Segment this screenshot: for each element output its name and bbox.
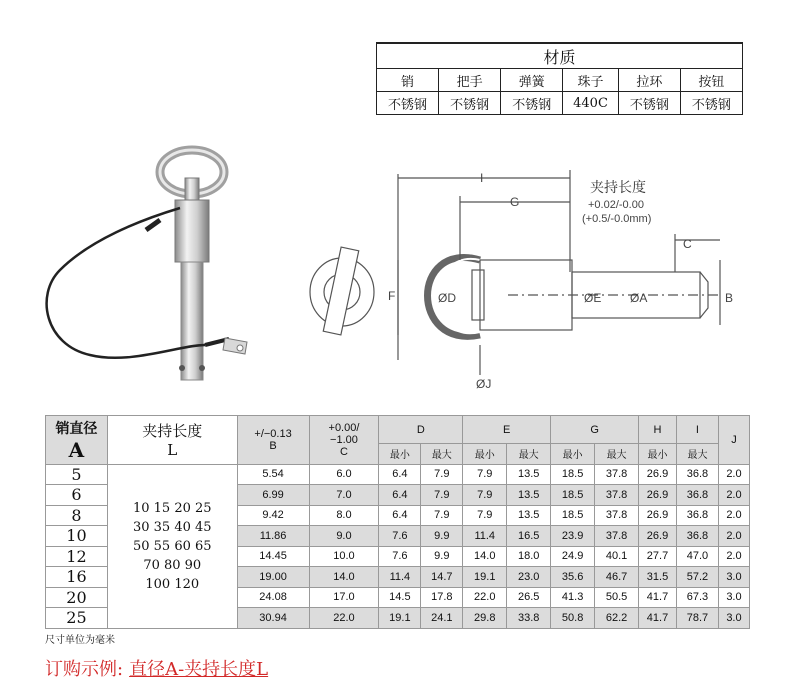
header-e: E <box>463 416 551 444</box>
cell-h: 26.9 <box>639 485 677 506</box>
dim-a: ØA <box>630 291 648 305</box>
product-photo <box>30 140 300 400</box>
grip-tol-mm: (+0.5/-0.0mm) <box>582 213 652 225</box>
cell-b: 5.54 <box>237 464 309 485</box>
pin-shaft <box>181 262 203 380</box>
cell-gmin: 18.5 <box>551 464 595 485</box>
cell-emin: 11.4 <box>463 526 507 547</box>
material-value: 不锈钢 <box>618 92 680 115</box>
cell-dmax: 9.9 <box>421 526 463 547</box>
cell-dmin: 14.5 <box>379 587 421 608</box>
cell-j: 2.0 <box>718 526 749 547</box>
header-d: D <box>379 416 463 444</box>
header-h-min: 最小 <box>639 444 677 465</box>
pin-diameter-cell: 8 <box>46 505 108 526</box>
cell-dmax: 14.7 <box>421 567 463 588</box>
dim-j: ØJ <box>476 377 492 391</box>
cell-i: 36.8 <box>676 464 718 485</box>
dim-c: C <box>683 237 692 251</box>
material-part: 把手 <box>439 69 501 92</box>
cell-b: 11.86 <box>237 526 309 547</box>
cell-c: 7.0 <box>309 485 379 506</box>
cell-emin: 7.9 <box>463 485 507 506</box>
spec-table <box>45 415 750 629</box>
pin-diameter-cell: 5 <box>46 464 108 485</box>
material-table <box>376 42 743 115</box>
cell-dmin: 6.4 <box>379 485 421 506</box>
cell-gmax: 37.8 <box>595 485 639 506</box>
material-value: 440C <box>563 92 619 115</box>
handle-body <box>175 200 209 262</box>
cell-emax: 13.5 <box>507 464 551 485</box>
cell-h: 27.7 <box>639 546 677 567</box>
cell-i: 57.2 <box>676 567 718 588</box>
dim-f: F <box>388 289 396 303</box>
cell-c: 8.0 <box>309 505 379 526</box>
technical-drawing <box>300 160 760 400</box>
header-g-max: 最大 <box>595 444 639 465</box>
cell-b: 30.94 <box>237 608 309 629</box>
order-format: 直径A-夹持长度L <box>129 659 269 680</box>
cell-emax: 23.0 <box>507 567 551 588</box>
header-d-min: 最小 <box>379 444 421 465</box>
cell-j: 2.0 <box>718 546 749 567</box>
header-j: J <box>718 416 749 465</box>
cell-emax: 16.5 <box>507 526 551 547</box>
grip-length-line: 30 35 40 45 <box>132 519 212 535</box>
cell-gmax: 50.5 <box>595 587 639 608</box>
header-g-min: 最小 <box>551 444 595 465</box>
cell-dmin: 7.6 <box>379 546 421 567</box>
cell-dmax: 7.9 <box>421 505 463 526</box>
cell-gmax: 62.2 <box>595 608 639 629</box>
cell-c: 9.0 <box>309 526 379 547</box>
cell-gmin: 24.9 <box>551 546 595 567</box>
header-e-min: 最小 <box>463 444 507 465</box>
cell-b: 19.00 <box>237 567 309 588</box>
cell-emax: 13.5 <box>507 485 551 506</box>
cell-emax: 18.0 <box>507 546 551 567</box>
cell-h: 31.5 <box>639 567 677 588</box>
cell-c: 17.0 <box>309 587 379 608</box>
material-part: 销 <box>377 69 439 92</box>
unit-note: 尺寸单位为毫米 <box>45 635 115 646</box>
header-g: G <box>551 416 639 444</box>
cell-b: 14.45 <box>237 546 309 567</box>
cell-emin: 22.0 <box>463 587 507 608</box>
cell-gmin: 23.9 <box>551 526 595 547</box>
material-value: 不锈钢 <box>377 92 439 115</box>
dim-e: ØE <box>584 291 602 305</box>
cell-j: 2.0 <box>718 464 749 485</box>
push-button <box>185 178 199 200</box>
cell-gmax: 37.8 <box>595 526 639 547</box>
cell-gmin: 50.8 <box>551 608 595 629</box>
cell-h: 41.7 <box>639 587 677 608</box>
dim-i: I <box>480 171 484 185</box>
cell-b: 9.42 <box>237 505 309 526</box>
cell-i: 36.8 <box>676 485 718 506</box>
pin-diameter-cell: 12 <box>46 546 108 567</box>
cell-gmax: 46.7 <box>595 567 639 588</box>
cell-gmax: 37.8 <box>595 464 639 485</box>
cell-h: 26.9 <box>639 505 677 526</box>
cell-emax: 33.8 <box>507 608 551 629</box>
header-c: +0.00/ −1.00 C <box>309 416 379 465</box>
header-h: H <box>639 416 677 444</box>
cell-h: 26.9 <box>639 526 677 547</box>
cell-emax: 26.5 <box>507 587 551 608</box>
table-row <box>46 464 750 485</box>
cell-j: 3.0 <box>718 567 749 588</box>
cell-h: 26.9 <box>639 464 677 485</box>
grip-length-line: 10 15 20 25 <box>132 500 212 516</box>
cell-dmax: 17.8 <box>421 587 463 608</box>
order-label: 订购示例: <box>45 659 124 680</box>
cell-i: 78.7 <box>676 608 718 629</box>
cell-emin: 7.9 <box>463 464 507 485</box>
cell-dmax: 9.9 <box>421 546 463 567</box>
pin-diameter-cell: 25 <box>46 608 108 629</box>
cell-dmin: 11.4 <box>379 567 421 588</box>
pin-diameter-cell: 16 <box>46 567 108 588</box>
cell-gmin: 41.3 <box>551 587 595 608</box>
material-title: 材质 <box>377 43 743 69</box>
cell-dmin: 6.4 <box>379 505 421 526</box>
header-i-max: 最大 <box>676 444 718 465</box>
dim-b: B <box>725 291 734 305</box>
pin-diameter-cell: 6 <box>46 485 108 506</box>
cell-dmin: 6.4 <box>379 464 421 485</box>
cell-b: 24.08 <box>237 587 309 608</box>
grip-length-line: 100 120 <box>145 576 200 592</box>
grip-length-line: 70 80 90 <box>143 557 202 573</box>
cell-c: 22.0 <box>309 608 379 629</box>
material-part: 弹簧 <box>501 69 563 92</box>
cell-i: 67.3 <box>676 587 718 608</box>
header-pin-dia: 销直径 A <box>46 416 108 465</box>
cell-j: 3.0 <box>718 587 749 608</box>
material-value: 不锈钢 <box>501 92 563 115</box>
cell-emin: 29.8 <box>463 608 507 629</box>
lanyard-tab <box>223 338 247 354</box>
cell-i: 36.8 <box>676 505 718 526</box>
header-d-max: 最大 <box>421 444 463 465</box>
cell-gmin: 18.5 <box>551 505 595 526</box>
cell-c: 14.0 <box>309 567 379 588</box>
cell-dmax: 7.9 <box>421 485 463 506</box>
cell-j: 3.0 <box>718 608 749 629</box>
cell-emin: 7.9 <box>463 505 507 526</box>
cell-gmax: 37.8 <box>595 505 639 526</box>
grip-lengths-cell <box>107 464 237 628</box>
cell-emin: 19.1 <box>463 567 507 588</box>
grip-title: 夹持长度 <box>590 179 646 195</box>
cell-gmax: 40.1 <box>595 546 639 567</box>
header-i: I <box>676 416 718 444</box>
cell-emax: 13.5 <box>507 505 551 526</box>
cell-gmin: 35.6 <box>551 567 595 588</box>
header-b: +/−0.13 B <box>237 416 309 465</box>
cell-j: 2.0 <box>718 485 749 506</box>
order-example <box>45 655 268 681</box>
cell-dmin: 19.1 <box>379 608 421 629</box>
cell-dmax: 7.9 <box>421 464 463 485</box>
cell-i: 47.0 <box>676 546 718 567</box>
header-e-max: 最大 <box>507 444 551 465</box>
dim-g: G <box>510 195 520 209</box>
cell-j: 2.0 <box>718 505 749 526</box>
dim-d: ØD <box>438 291 456 305</box>
header-grip: 夹持长度 L <box>107 416 237 465</box>
cell-c: 10.0 <box>309 546 379 567</box>
grip-length-line: 50 55 60 65 <box>132 538 212 554</box>
cell-c: 6.0 <box>309 464 379 485</box>
cell-dmin: 7.6 <box>379 526 421 547</box>
cell-emin: 14.0 <box>463 546 507 567</box>
material-part: 拉环 <box>618 69 680 92</box>
cell-b: 6.99 <box>237 485 309 506</box>
cell-gmin: 18.5 <box>551 485 595 506</box>
material-part: 珠子 <box>563 69 619 92</box>
grip-tol-inch: +0.02/-0.00 <box>588 199 644 211</box>
cell-dmax: 24.1 <box>421 608 463 629</box>
material-part: 按钮 <box>680 69 742 92</box>
pin-diameter-cell: 10 <box>46 526 108 547</box>
cell-h: 41.7 <box>639 608 677 629</box>
material-value: 不锈钢 <box>439 92 501 115</box>
pin-diameter-cell: 20 <box>46 587 108 608</box>
side-view-handle <box>480 260 572 330</box>
cell-i: 36.8 <box>676 526 718 547</box>
material-value: 不锈钢 <box>680 92 742 115</box>
